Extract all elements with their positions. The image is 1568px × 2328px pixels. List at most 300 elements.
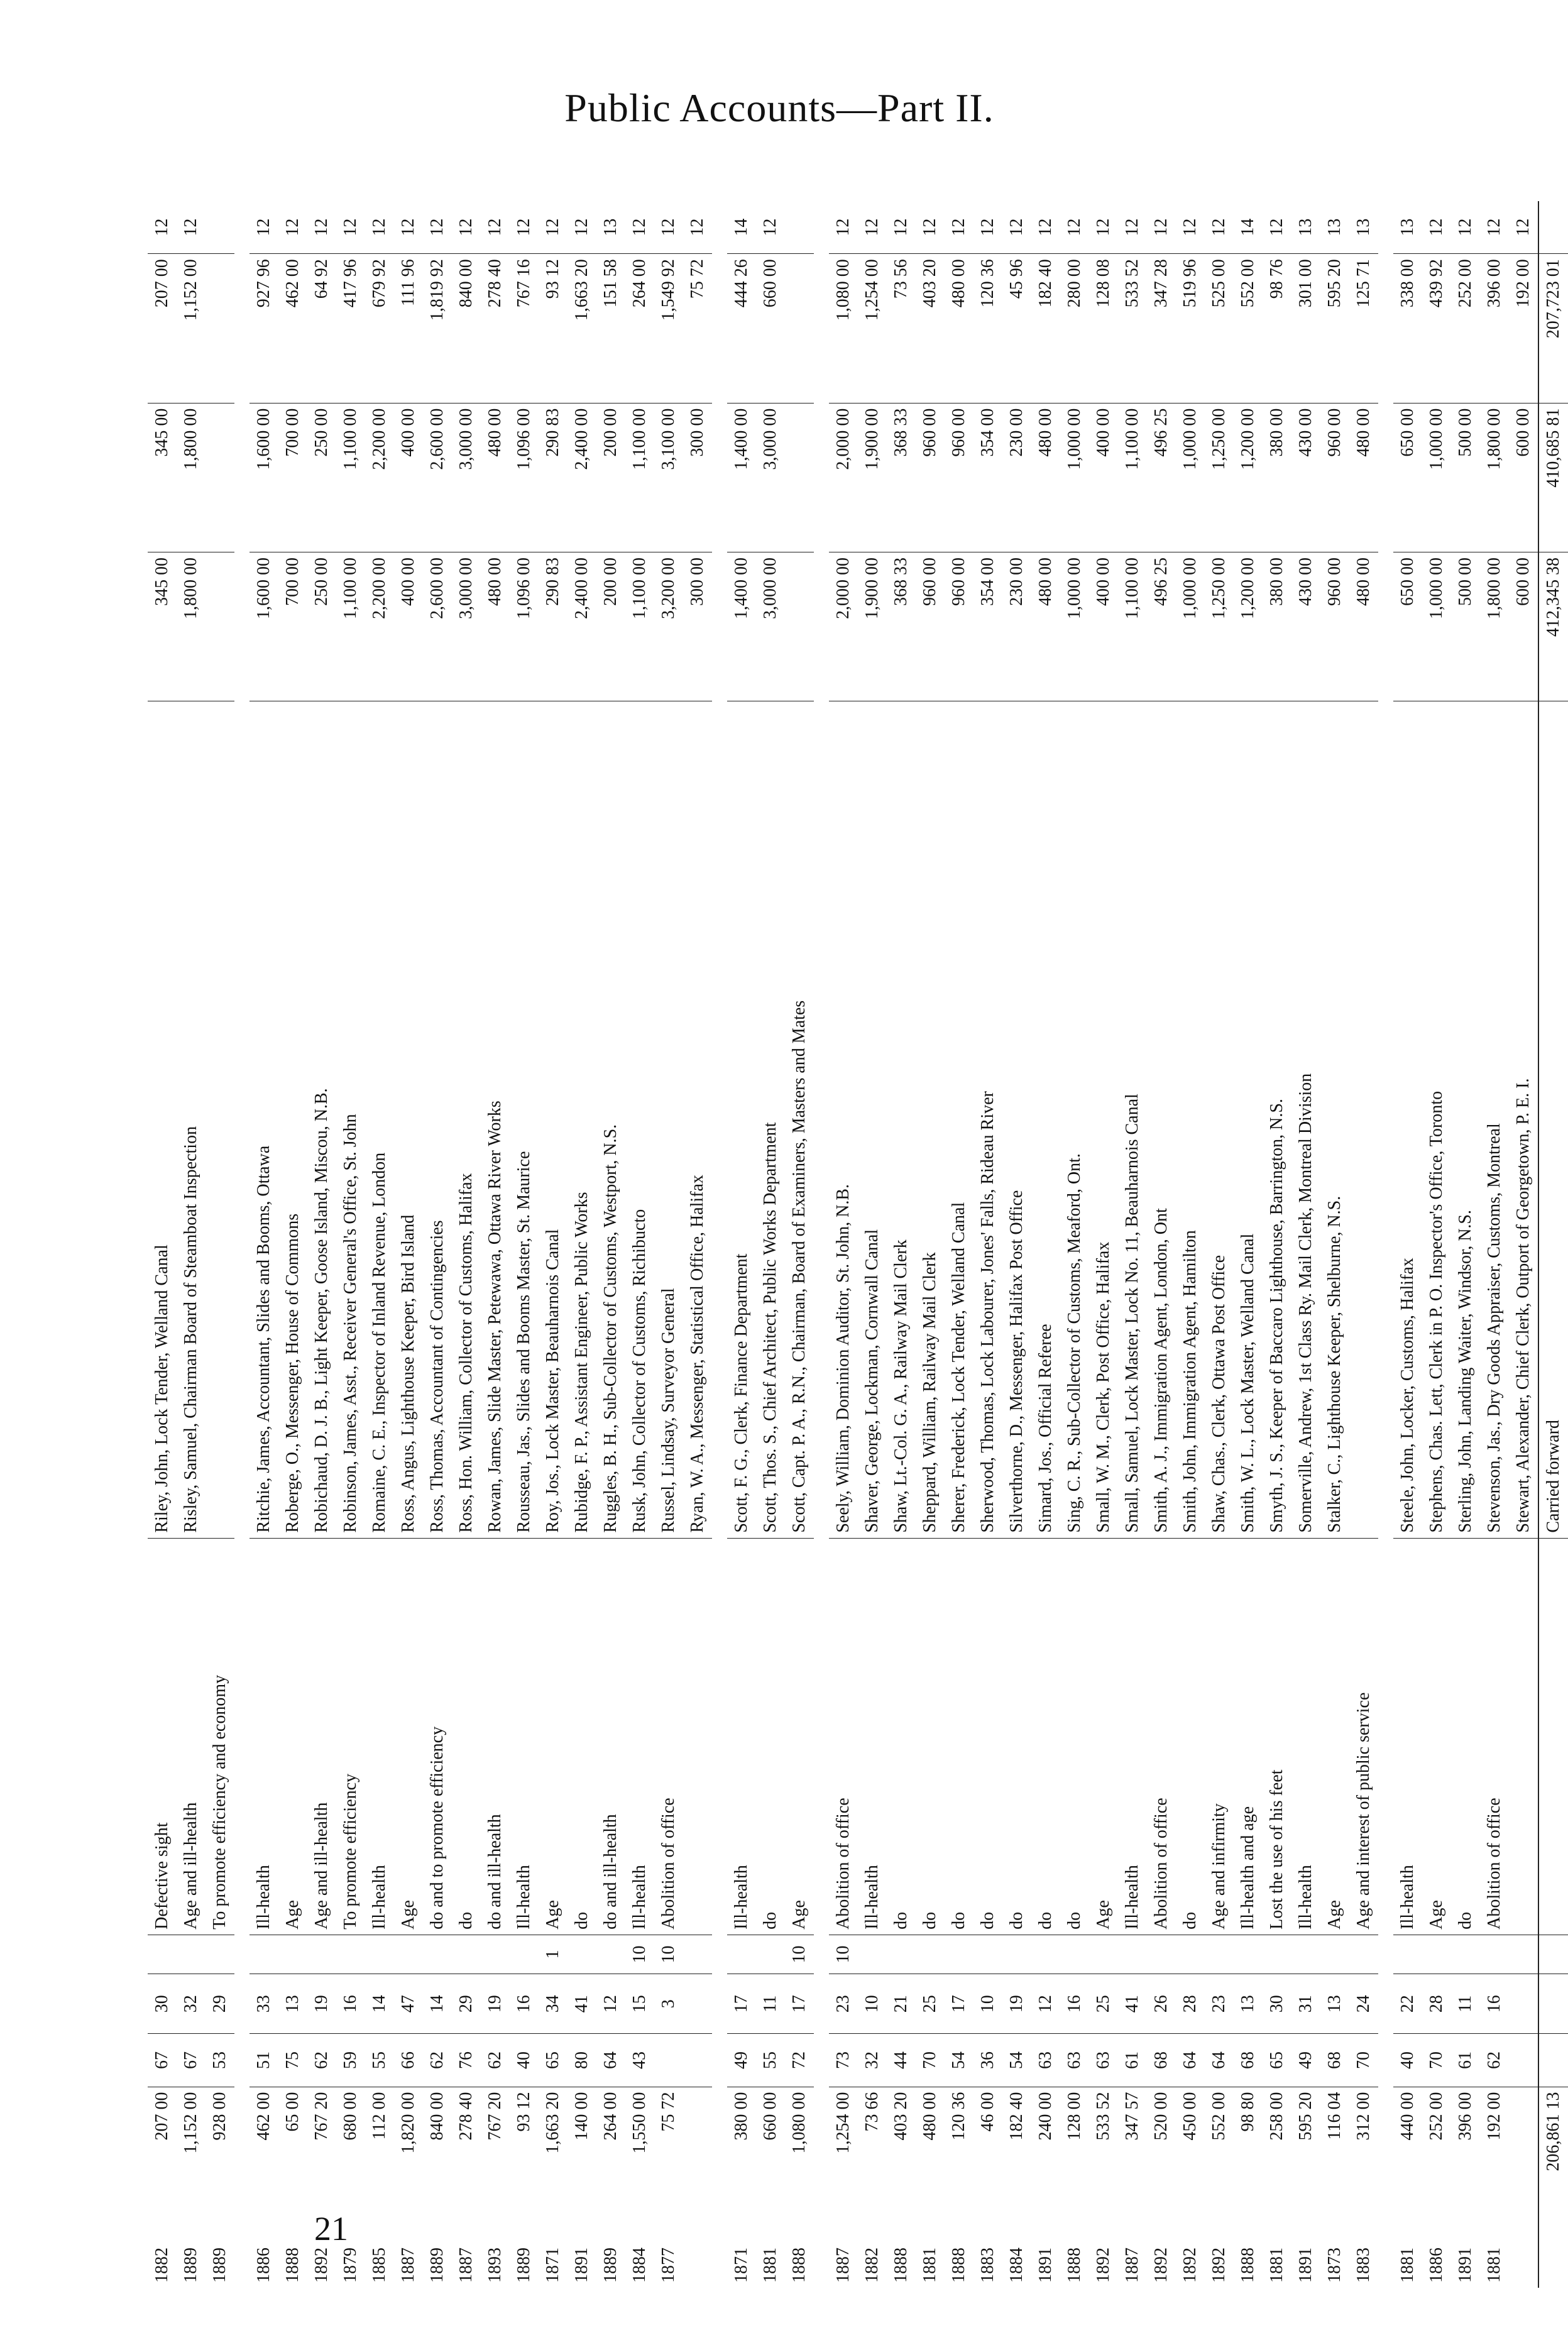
row-spacer (814, 201, 829, 2288)
increase-cell (756, 1935, 785, 1974)
total-cell: 960 00 (945, 403, 973, 552)
total-cell: 1,100 00 (1118, 403, 1147, 552)
rate-cell: 12 (254, 218, 273, 236)
rate-cell: 12 (949, 218, 968, 236)
service-cell: 14 (423, 1974, 452, 2034)
year-cell: 1883 (978, 2248, 997, 2283)
increase-cell: 10 (654, 1935, 683, 1974)
name-cell: Ross, Hon. William, Collector of Customs, Halifax (452, 701, 481, 1538)
age-cell: 68 (1147, 2034, 1176, 2087)
name-cell: Small, W. M., Clerk, Post Office, Halifax (1089, 701, 1118, 1538)
name-cell: Small, Samuel, Lock Master, Lock No. 11, Beauharnois Canal (1118, 701, 1147, 1538)
table-row (423, 201, 452, 2288)
rate-cell (206, 201, 234, 254)
name-cell: Scott, F. G., Clerk, Finance Department (727, 701, 756, 1538)
table-row (1118, 201, 1147, 2288)
service-cell: 41 (567, 1974, 596, 2034)
rate-cell: 13 (601, 218, 620, 236)
balance-cell: 1,819 92 (423, 254, 452, 403)
year-cell: 1887 (1122, 2248, 1142, 2283)
total-cell: 1,200 00 (1234, 403, 1263, 552)
total-increase-cell (1538, 1935, 1568, 1974)
increase-cell (1002, 1935, 1031, 1974)
paid-cell: 1,400 00 (727, 552, 756, 701)
paid-cell: 1,000 00 (1176, 552, 1205, 701)
balance-cell: 207 00 (148, 254, 177, 403)
total-cell: 380 00 (1263, 403, 1291, 552)
name-cell: Sherer, Frederick, Lock Tender, Welland Canal (945, 701, 973, 1538)
total-cause-cell (1538, 1538, 1568, 1935)
total-cell: 1,100 00 (336, 403, 365, 552)
salary-cell: 928 00 (206, 2087, 234, 2215)
increase-cell (1291, 1935, 1320, 1974)
name-cell: Robichaud, D. J. B., Light Keeper, Goose Island, Miscou, N.B. (307, 701, 336, 1538)
increase-cell (683, 1935, 712, 1974)
service-cell: 17 (785, 1974, 814, 2034)
rate-cell: 12 (1427, 218, 1446, 236)
cause-cell: Age and infirmity (1205, 1538, 1234, 1935)
spacer-cell (234, 201, 249, 2288)
rate-cell: 12 (398, 218, 418, 236)
age-cell: 40 (1393, 2034, 1422, 2087)
name-cell: Sterling, John, Landing Waiter, Windsor, N.S. (1451, 701, 1480, 1538)
service-cell: 32 (177, 1974, 206, 2034)
service-cell: 15 (625, 1974, 654, 2034)
balance-cell: 767 16 (510, 254, 539, 403)
name-cell: Shaver, George, Lockman, Cornwall Canal (858, 701, 887, 1538)
year-cell: 1887 (398, 2248, 418, 2283)
cause-cell: Age (785, 1538, 814, 1935)
name-cell: Romaine, C. E., Inspector of Inland Revenue, London (365, 701, 394, 1538)
name-cell: Steele, John, Locker, Customs, Halifax (1393, 701, 1422, 1538)
increase-cell (1349, 1935, 1378, 1974)
increase-cell (206, 1935, 234, 1974)
paid-cell: 600 00 (1509, 552, 1538, 701)
cause-cell: Abolition of office (1480, 1538, 1509, 1935)
name-cell: Rubidge, F. P., Assistant Engineer, Public Works (567, 701, 596, 1538)
increase-cell (148, 1935, 177, 1974)
year-cell: 1892 (312, 2248, 331, 2283)
service-cell: 34 (539, 1974, 567, 2034)
paid-cell: 300 00 (683, 552, 712, 701)
year-cell: 1888 (1238, 2248, 1258, 2283)
year-cell: 1881 (920, 2248, 940, 2283)
service-cell: 19 (307, 1974, 336, 2034)
paid-cell: 1,250 00 (1205, 552, 1234, 701)
row-spacer (1378, 201, 1393, 2288)
age-cell: 53 (206, 2034, 234, 2087)
cause-cell: do (1002, 1538, 1031, 1935)
balance-cell: 111 96 (394, 254, 423, 403)
name-cell: Stephens, Chas. Lett, Clerk in P. O. Inspector's Office, Toronto (1422, 701, 1451, 1538)
age-cell: 55 (756, 2034, 785, 2087)
totals-row (1538, 201, 1568, 2288)
name-cell: Simard, Jos., Official Referee (1031, 701, 1060, 1538)
name-cell: Somerville, Andrew, 1st Class Ry. Mail Clerk, Montreal Division (1291, 701, 1320, 1538)
paid-cell: 2,000 00 (829, 552, 858, 701)
balance-cell: 519 96 (1176, 254, 1205, 403)
age-cell: 59 (336, 2034, 365, 2087)
balance-cell: 280 00 (1060, 254, 1089, 403)
age-cell: 68 (1234, 2034, 1263, 2087)
year-cell: 1892 (1151, 2248, 1171, 2283)
paid-cell: 1,100 00 (336, 552, 365, 701)
cause-cell: Age (1422, 1538, 1451, 1935)
name-cell: Silverthorne, D., Messenger, Halifax Post Office (1002, 701, 1031, 1538)
salary-cell: 480 00 (916, 2087, 945, 2215)
salary-cell: 207 00 (148, 2087, 177, 2215)
total-cell: 960 00 (916, 403, 945, 552)
rate-cell: 13 (1296, 218, 1315, 236)
name-cell: Rusk, John, Collector of Customs, Richibucto (625, 701, 654, 1538)
total-cell: 480 00 (1349, 403, 1378, 552)
total-cell: 430 00 (1291, 403, 1320, 552)
increase-cell (727, 1935, 756, 1974)
paid-cell: 345 00 (148, 552, 177, 701)
name-cell: Shaw, Chas., Clerk, Ottawa Post Office (1205, 701, 1234, 1538)
rate-cell: 12 (1513, 218, 1533, 236)
cause-cell: do (452, 1538, 481, 1935)
name-cell: Ruggles, B. H., Sub-Collector of Customs, Westport, N.S. (596, 701, 625, 1538)
year-cell (683, 2215, 712, 2288)
salary-cell: 128 00 (1060, 2087, 1089, 2215)
cause-cell: Ill-health (727, 1538, 756, 1935)
year-cell: 1889 (181, 2248, 200, 2283)
increase-cell (1060, 1935, 1089, 1974)
service-cell: 16 (336, 1974, 365, 2034)
name-cell: Roberge, O., Messenger, House of Commons (278, 701, 307, 1538)
page-title: Public Accounts—Part II. (564, 85, 994, 130)
age-cell: 75 (278, 2034, 307, 2087)
salary-cell: 347 57 (1118, 2087, 1147, 2215)
increase-cell (278, 1935, 307, 1974)
cause-cell: Age (1320, 1538, 1349, 1935)
total-cell: 650 00 (1393, 403, 1422, 552)
paid-cell: 1,100 00 (1118, 552, 1147, 701)
name-cell (1349, 701, 1378, 1538)
table-row (916, 201, 945, 2288)
cause-cell (683, 1538, 712, 1935)
increase-cell (1451, 1935, 1480, 1974)
service-cell: 28 (1176, 1974, 1205, 2034)
balance-cell: 660 00 (756, 254, 785, 403)
balance-cell: 552 00 (1234, 254, 1263, 403)
salary-cell: 140 00 (567, 2087, 596, 2215)
rate-cell: 13 (1354, 218, 1373, 236)
year-cell: 1889 (427, 2248, 447, 2283)
increase-cell (481, 1935, 510, 1974)
spacer-cell (712, 201, 727, 2288)
age-cell: 65 (1263, 2034, 1291, 2087)
total-cell: 2,200 00 (365, 403, 394, 552)
balance-cell: 93 12 (539, 254, 567, 403)
balance-cell: 128 08 (1089, 254, 1118, 403)
name-cell: Risley, Samuel, Chairman Board of Steamboat Inspection (177, 701, 206, 1538)
increase-cell (1089, 1935, 1118, 1974)
table-row (1393, 201, 1422, 2288)
service-cell: 11 (756, 1974, 785, 2034)
service-cell: 11 (1451, 1974, 1480, 2034)
age-cell: 70 (1422, 2034, 1451, 2087)
total-cell: 2,400 00 (567, 403, 596, 552)
cause-cell: Ill-health (1118, 1538, 1147, 1935)
increase-cell (423, 1935, 452, 1974)
age-cell: 49 (727, 2034, 756, 2087)
year-cell: 1887 (833, 2248, 853, 2283)
salary-cell: 112 00 (365, 2087, 394, 2215)
cause-cell: Ill-health and age (1234, 1538, 1263, 1935)
rate-cell: 12 (543, 218, 562, 236)
name-cell: Roy, Jos., Lock Master, Beauharnois Canal (539, 701, 567, 1538)
year-cell: 1886 (1427, 2248, 1446, 2283)
age-cell: 64 (1176, 2034, 1205, 2087)
table-row (945, 201, 973, 2288)
name-cell: Ross, Angus, Lighthouse Keeper, Bird Island (394, 701, 423, 1538)
year-cell: 1888 (789, 2248, 809, 2283)
table-row (206, 201, 234, 2288)
year-cell: 1881 (1484, 2248, 1504, 2283)
service-cell: 25 (916, 1974, 945, 2034)
cause-cell: do (1176, 1538, 1205, 1935)
increase-cell (1176, 1935, 1205, 1974)
rate-cell: 12 (1180, 218, 1200, 236)
balance-cell: 525 00 (1205, 254, 1234, 403)
total-cell: 1,900 00 (858, 403, 887, 552)
age-cell: 49 (1291, 2034, 1320, 2087)
table-row (1349, 201, 1378, 2288)
table-row (973, 201, 1002, 2288)
salary-cell: 73 66 (858, 2087, 887, 2215)
year-cell: 1889 (601, 2248, 620, 2283)
balance-cell: 98 76 (1263, 254, 1291, 403)
salary-cell (683, 2087, 712, 2215)
service-cell: 13 (1234, 1974, 1263, 2034)
year-cell: 1871 (732, 2248, 751, 2283)
year-cell: 1891 (1036, 2248, 1055, 2283)
increase-cell (1480, 1935, 1509, 1974)
table-row (365, 201, 394, 2288)
total-paid-cell: 412,345 38 (1538, 552, 1568, 701)
year-cell: 1884 (1007, 2248, 1026, 2283)
balance-cell: 1,549 92 (654, 254, 683, 403)
total-cell: 480 00 (1031, 403, 1060, 552)
balance-cell: 462 00 (278, 254, 307, 403)
rate-cell: 12 (181, 218, 200, 236)
cause-cell: do and to promote efficiency (423, 1538, 452, 1935)
table-row (278, 201, 307, 2288)
total-cell: 250 00 (307, 403, 336, 552)
rate-cell: 12 (630, 218, 649, 236)
cause-cell: do and ill-health (481, 1538, 510, 1935)
year-cell: 1893 (485, 2248, 505, 2283)
total-cell: 368 33 (887, 403, 916, 552)
name-cell: Smith, A. J., Immigration Agent, London, Ont (1147, 701, 1176, 1538)
year-cell: 1889 (514, 2248, 534, 2283)
increase-cell (452, 1935, 481, 1974)
name-cell: Smith, W. L., Lock Master, Welland Canal (1234, 701, 1263, 1538)
year-cell: 1892 (1094, 2248, 1113, 2283)
table-row (1031, 201, 1060, 2288)
table-row (756, 201, 785, 2288)
rate-cell: 12 (514, 218, 534, 236)
increase-cell (1422, 1935, 1451, 1974)
total-cell: 3,000 00 (452, 403, 481, 552)
balance-cell: 927 96 (249, 254, 278, 403)
service-cell: 13 (278, 1974, 307, 2034)
cause-cell: To promote efficiency and economy (206, 1538, 234, 1935)
rate-cell: 12 (862, 218, 882, 236)
paid-cell: 200 00 (596, 552, 625, 701)
salary-cell: 98 80 (1234, 2087, 1263, 2215)
cause-cell: do (916, 1538, 945, 1935)
table-row (336, 201, 365, 2288)
increase-cell (567, 1935, 596, 1974)
increase-cell: 10 (829, 1935, 858, 1974)
salary-cell: 1,663 20 (539, 2087, 567, 2215)
cause-cell (1509, 1538, 1538, 1935)
paid-cell: 480 00 (481, 552, 510, 701)
service-cell: 10 (973, 1974, 1002, 2034)
year-cell: 1892 (1209, 2248, 1229, 2283)
salary-cell: 1,820 00 (394, 2087, 423, 2215)
table-row (1263, 201, 1291, 2288)
cause-cell: Abolition of office (1147, 1538, 1176, 1935)
age-cell: 54 (945, 2034, 973, 2087)
age-cell: 62 (1480, 2034, 1509, 2087)
total-cell: 1,600 00 (249, 403, 278, 552)
increase-cell (307, 1935, 336, 1974)
balance-cell (206, 254, 234, 403)
service-cell: 21 (887, 1974, 916, 2034)
balance-cell: 75 72 (683, 254, 712, 403)
service-cell (683, 1974, 712, 2034)
service-cell: 12 (596, 1974, 625, 2034)
service-cell (1509, 1974, 1538, 2034)
year-cell: 1871 (543, 2248, 562, 2283)
table-row (1002, 201, 1031, 2288)
paid-cell: 480 00 (1349, 552, 1378, 701)
paid-cell: 1,200 00 (1234, 552, 1263, 701)
rate-cell: 12 (833, 218, 853, 236)
age-cell (1509, 2034, 1538, 2087)
service-cell: 10 (858, 1974, 887, 2034)
balance-cell: 533 52 (1118, 254, 1147, 403)
total-cell: 290 83 (539, 403, 567, 552)
page-number: 21 (314, 2210, 348, 2248)
name-cell: Seely, William, Dominion Auditor, St. John, N.B. (829, 701, 858, 1538)
increase-cell (1031, 1935, 1060, 1974)
paid-cell: 1,100 00 (625, 552, 654, 701)
salary-cell: 403 20 (887, 2087, 916, 2215)
year-cell: 1887 (456, 2248, 476, 2283)
service-cell: 28 (1422, 1974, 1451, 2034)
total-cell: 300 00 (683, 403, 712, 552)
increase-cell (394, 1935, 423, 1974)
salary-cell: 93 12 (510, 2087, 539, 2215)
balance-cell: 264 00 (625, 254, 654, 403)
rate-cell (785, 201, 814, 254)
increase-cell (916, 1935, 945, 1974)
table-row (1422, 201, 1451, 2288)
age-cell: 63 (1031, 2034, 1060, 2087)
year-cell: 1891 (1296, 2248, 1315, 2283)
paid-cell: 650 00 (1393, 552, 1422, 701)
paid-cell: 2,600 00 (423, 552, 452, 701)
rate-cell: 12 (1065, 218, 1084, 236)
age-cell: 55 (365, 2034, 394, 2087)
rate-cell: 12 (312, 218, 331, 236)
increase-cell (1147, 1935, 1176, 1974)
service-cell: 17 (945, 1974, 973, 2034)
balance-cell: 1,152 00 (177, 254, 206, 403)
balance-cell: 439 92 (1422, 254, 1451, 403)
increase-cell (336, 1935, 365, 1974)
paid-cell: 1,900 00 (858, 552, 887, 701)
rate-cell: 12 (1151, 218, 1171, 236)
rate-cell: 12 (1122, 218, 1142, 236)
paid-cell: 1,000 00 (1060, 552, 1089, 701)
paid-cell: 1,600 00 (249, 552, 278, 701)
salary-cell: 440 00 (1393, 2087, 1422, 2215)
salary-cell: 462 00 (249, 2087, 278, 2215)
total-cell: 1,100 00 (625, 403, 654, 552)
salary-cell: 767 20 (481, 2087, 510, 2215)
rate-cell: 12 (1036, 218, 1055, 236)
age-cell: 32 (858, 2034, 887, 2087)
salary-cell: 182 40 (1002, 2087, 1031, 2215)
rate-cell: 12 (572, 218, 591, 236)
year-cell: 1888 (283, 2248, 302, 2283)
age-cell: 36 (973, 2034, 1002, 2087)
balance-cell: 595 20 (1320, 254, 1349, 403)
salary-cell (1509, 2087, 1538, 2215)
balance-cell: 347 28 (1147, 254, 1176, 403)
cause-cell: Lost the use of his feet (1263, 1538, 1291, 1935)
salary-cell: 767 20 (307, 2087, 336, 2215)
name-cell: Scott, Capt. P. A., R.N., Chairman, Board of Examiners, Masters and Mates (785, 701, 814, 1538)
balance-cell: 338 00 (1393, 254, 1422, 403)
ledger-table (148, 201, 1568, 2288)
row-spacer (234, 201, 249, 2288)
table-row (1509, 201, 1538, 2288)
rate-cell: 12 (688, 218, 707, 236)
cause-cell: Age (394, 1538, 423, 1935)
service-cell: 19 (1002, 1974, 1031, 2034)
service-cell: 25 (1089, 1974, 1118, 2034)
increase-cell (1393, 1935, 1422, 1974)
cause-cell: To promote efficiency (336, 1538, 365, 1935)
cause-cell: do (945, 1538, 973, 1935)
age-cell: 72 (785, 2034, 814, 2087)
age-cell: 63 (1060, 2034, 1089, 2087)
increase-cell (945, 1935, 973, 1974)
cause-cell: do (1060, 1538, 1089, 1935)
age-cell: 62 (423, 2034, 452, 2087)
rate-cell: 12 (1484, 218, 1504, 236)
name-cell: Stalker, C., Lighthouse Keeper, Shelburne, N.S. (1320, 701, 1349, 1538)
rate-cell: 12 (1267, 218, 1286, 236)
total-cell: 200 00 (596, 403, 625, 552)
rate-cell: 12 (370, 218, 389, 236)
name-cell: Rowan, James, Slide Master, Petewawa, Ottawa River Works (481, 701, 510, 1538)
cause-cell: Ill-health (1291, 1538, 1320, 1935)
balance-cell: 840 00 (452, 254, 481, 403)
paid-cell: 960 00 (1320, 552, 1349, 701)
cause-cell: do (1031, 1538, 1060, 1935)
salary-cell: 75 72 (654, 2087, 683, 2215)
salary-cell: 520 00 (1147, 2087, 1176, 2215)
total-cell: 1,096 00 (510, 403, 539, 552)
